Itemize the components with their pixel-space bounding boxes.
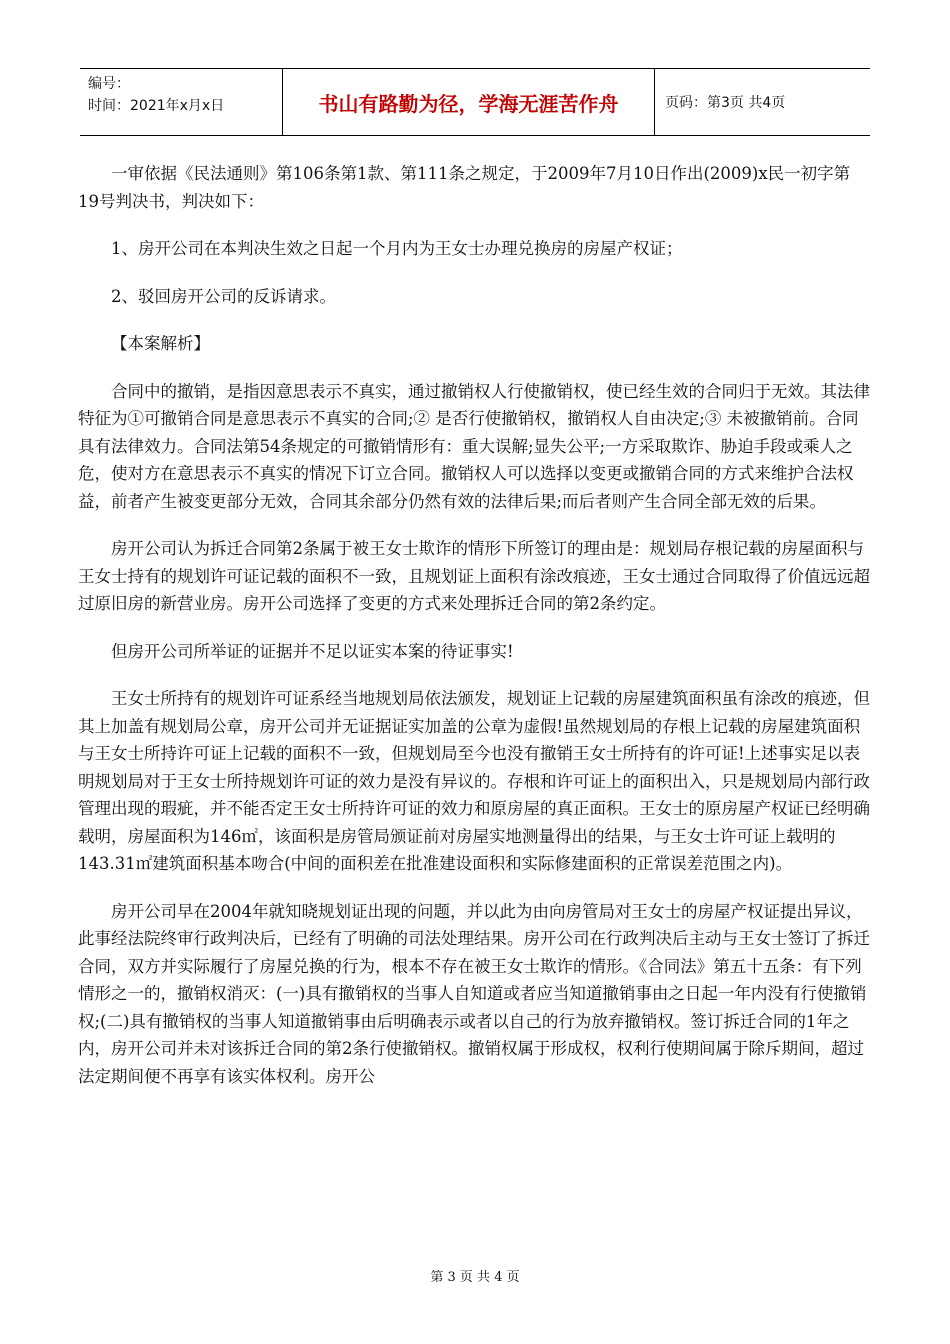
header-meta bbox=[80, 69, 283, 135]
header-page-number: 页码：第3页 共4页 bbox=[665, 95, 786, 111]
paragraph-revocation-definition: 合同中的撤销，是指因意思表示不真实，通过撤销权人行使撤销权，使已经生效的合同归于无效。其法律特征为①可撤销合同是意思表示不真实的合同;② 是否行使撤销权，撤销权人自由决定;③ 未被撤销前。合同具有法律效力。合同法第54条规定的可撤销情形有：重大误解;显失公平;一方采取欺诈、胁迫手段或乘人之危，使对方在意思表示不真实的情况下订立合同。撤销权人可以选择以变更或撤销合同的方式来维护合法权益，前者产生被变更部分无效，合同其余部分仍然有效的法律后果;而后者则产生合同全部无效的后果。 bbox=[78, 381, 870, 511]
document-body bbox=[78, 160, 870, 1110]
document-time-label: 时间：2021年x月x日 bbox=[88, 98, 225, 114]
paragraph-judgment-intro: 一审依据《民法通则》第106条第1款、第111条之规定，于2009年7月10日作出(2009)x民一初字第19号判决书，判决如下： bbox=[78, 164, 851, 211]
paragraph-developer-claim: 房开公司认为拆迁合同第2条属于被王女士欺诈的情形下所签订的理由是：规划局存根记载的房屋面积与王女士持有的规划许可证记载的面积不一致，且规划证上面积有涂改痕迹，王女士通过合同取得了价值远远超过原旧房的新营业房。房开公司选择了变更的方式来处理拆迁合同的第2条约定。 bbox=[78, 539, 870, 613]
page-footer: 第 3 页 共 4 页 bbox=[430, 1270, 520, 1285]
header-motto: 书山有路勤为径，学海无涯苦作舟 bbox=[283, 69, 655, 135]
paragraph-judgment-item-2: 2、驳回房开公司的反诉请求。 bbox=[111, 286, 336, 306]
paragraph-evidence-insufficient: 但房开公司所举证的证据并不足以证实本案的待证事实! bbox=[111, 641, 514, 661]
page-header bbox=[80, 68, 870, 136]
section-heading-case-analysis: 【本案解析】 bbox=[111, 334, 210, 353]
paragraph-planning-permit: 王女士所持有的规划许可证系经当地规划局依法颁发，规划证上记载的房屋建筑面积虽有涂改的痕迹，但其上加盖有规划局公章，房开公司并无证据证实加盖的公章为虚假!虽然规划局的存根上记载的房屋建筑面积与王女士所持许可证上记载的面积不一致，但规划局至今也没有撤销王女士所持有的许可证!上述事实足以表明规划局对于王女士所持规划许可证的效力是没有异议的。存根和许可证上的面积出入，只是规划局内部行政管理出现的瑕疵，并不能否定王女士所持许可证的效力和原房屋的真正面积。王女士的原房屋产权证已经明确载明，房屋面积为146㎡，该面积是房管局颁证前对房屋实地测量得出的结果，与王女士许可证上载明的143.31㎡建筑面积基本吻合(中间的面积差在批准建设面积和实际修建面积的正常误差范围之内)。 bbox=[78, 689, 870, 873]
document-number-label: 编号： bbox=[88, 76, 130, 92]
paragraph-revocation-lapse: 房开公司早在2004年就知晓规划证出现的问题，并以此为由向房管局对王女士的房屋产权证提出异议，此事经法院终审行政判决后，已经有了明确的司法处理结果。房开公司在行政判决后主动与王女士签订了拆迁合同，双方并实际履行了房屋兑换的行为，根本不存在被王女士欺诈的情形。《合同法》第五十五条：有下列情形之一的，撤销权消灭：(一)具有撤销权的当事人自知道或者应当知道撤销事由之日起一年内没有行使撤销权;(二)具有撤销权的当事人知道撤销事由后明确表示或者以自己的行为放弃撤销权。签订拆迁合同的1年之内，房开公司并未对该拆迁合同的第2条行使撤销权。撤销权属于形成权，权利行使期间属于除斥期间，超过法定期间便不再享有该实体权利。房开公 bbox=[78, 901, 870, 1086]
paragraph-judgment-item-1: 1、房开公司在本判决生效之日起一个月内为王女士办理兑换房的房屋产权证； bbox=[111, 239, 683, 258]
